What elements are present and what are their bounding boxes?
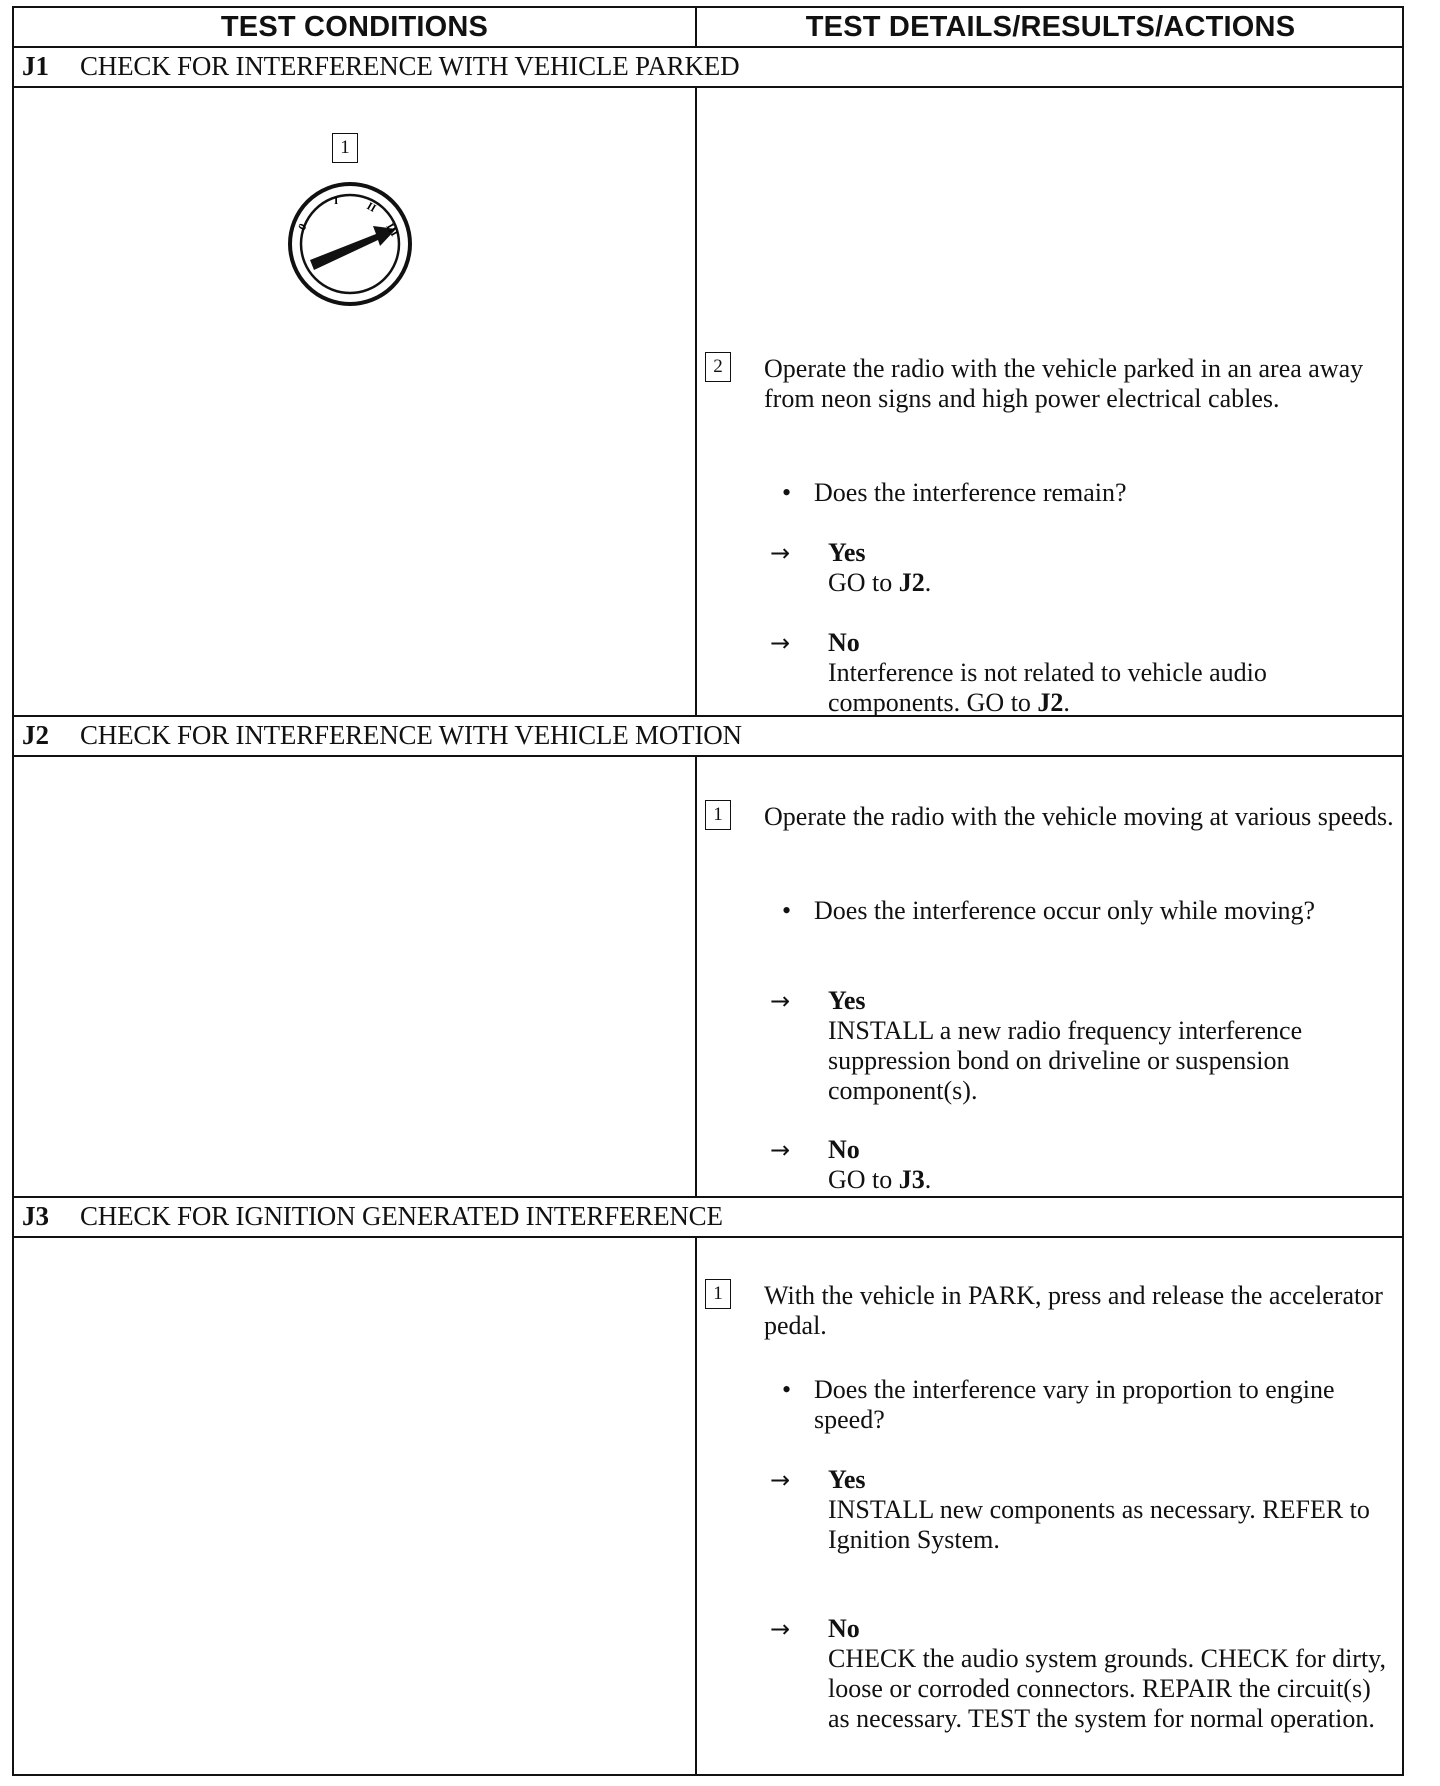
ignition-label-acc: I	[334, 195, 339, 207]
column-divider	[695, 86, 697, 715]
step-reference: J2	[1037, 688, 1064, 717]
arrow-right-icon: →	[770, 539, 791, 567]
header-test-conditions: TEST CONDITIONS	[220, 10, 489, 43]
bullet-icon: •	[782, 896, 792, 925]
answer-label: No	[828, 1135, 860, 1164]
arrow-right-icon: →	[770, 1615, 791, 1643]
step-id: J1	[22, 50, 49, 81]
row-divider	[14, 755, 1402, 757]
question-text: Does the interference remain?	[814, 478, 1127, 507]
ignition-switch-icon	[280, 174, 420, 314]
row-divider	[14, 1236, 1402, 1238]
arrow-right-icon: →	[770, 987, 791, 1015]
detail-step-number: 1	[705, 1279, 731, 1309]
arrow-right-icon: →	[770, 629, 791, 657]
step-title-j1	[22, 46, 739, 86]
ignition-label-off: 0	[296, 221, 310, 233]
column-divider	[695, 755, 697, 1196]
answer-label: No	[828, 1614, 860, 1643]
question-text: Does the interference occur only while moving?	[814, 896, 1316, 925]
answer-text: GO to	[828, 1165, 899, 1194]
instruction-text: Operate the radio with the vehicle parked in an area away from neon signs and high power electrical cables.	[764, 354, 1364, 413]
answer-text: CHECK the audio system grounds. CHECK for dirty, loose or corroded connectors. REPAIR the circuit(s) as necessary. TEST the system for normal operation.	[828, 1644, 1386, 1733]
arrow-right-icon: →	[770, 1136, 791, 1164]
step-heading: CHECK FOR INTERFERENCE WITH VEHICLE MOTION	[80, 719, 742, 750]
bullet-icon: •	[782, 1375, 792, 1404]
arrow-right-icon: →	[770, 1466, 791, 1494]
header-test-details: TEST DETAILS/RESULTS/ACTIONS	[805, 10, 1296, 43]
answer-label: Yes	[828, 1465, 866, 1494]
step-id: J3	[22, 1200, 49, 1231]
answer-label: Yes	[828, 538, 866, 567]
answer-text: Interference is not related to vehicle audio components. GO to	[828, 658, 1267, 717]
ignition-label-start: III	[383, 221, 401, 239]
answer-text-end: .	[924, 1165, 932, 1194]
step-heading: CHECK FOR INTERFERENCE WITH VEHICLE PARKED	[80, 50, 740, 81]
answer-text: INSTALL a new radio frequency interference suppression bond on driveline or suspension component(s).	[828, 1016, 1303, 1105]
detail-step-number: 1	[705, 800, 731, 830]
answer-label: Yes	[828, 986, 866, 1015]
answer-label: No	[828, 628, 860, 657]
step-title-j2	[22, 715, 742, 755]
condition-step-number: 1	[332, 133, 358, 163]
answer-text-end: .	[1063, 688, 1070, 717]
step-reference: J2	[898, 568, 925, 597]
step-id: J2	[22, 719, 49, 750]
diagnostic-table	[12, 6, 1404, 1776]
step-title-j3	[22, 1196, 723, 1236]
bullet-icon: •	[782, 478, 792, 507]
question-text: Does the interference vary in proportion to engine speed?	[814, 1375, 1335, 1434]
step-heading: CHECK FOR IGNITION GENERATED INTERFERENCE	[80, 1200, 723, 1231]
step-reference: J3	[898, 1165, 925, 1194]
instruction-text: With the vehicle in PARK, press and release the accelerator pedal.	[764, 1281, 1383, 1340]
answer-text: INSTALL new components as necessary. REFER to Ignition System.	[828, 1495, 1370, 1554]
ignition-label-run: II	[364, 200, 378, 215]
row-divider	[14, 86, 1402, 88]
answer-text: GO to	[828, 568, 899, 597]
detail-step-number: 2	[705, 352, 731, 382]
column-divider	[695, 1236, 697, 1776]
answer-text-end: .	[924, 568, 932, 597]
instruction-text: Operate the radio with the vehicle moving at various speeds.	[764, 802, 1394, 831]
